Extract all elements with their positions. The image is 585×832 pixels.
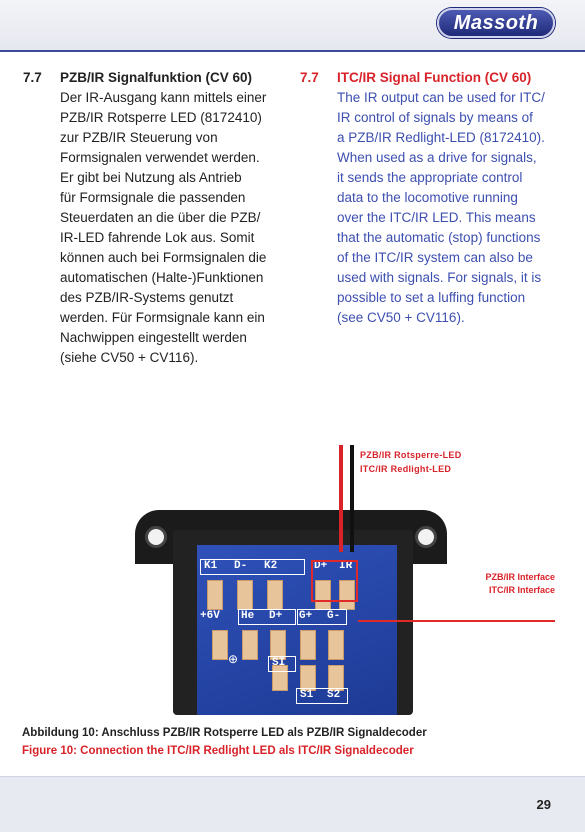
- body-line: When used as a drive for signals,: [337, 150, 537, 165]
- pad: [212, 630, 228, 660]
- body-line: used with signals. For signals, it is: [337, 270, 542, 285]
- figure-caption-en: Figure 10: Connection the ITC/IR Redlight LED als ITC/IR Signaldecoder: [22, 745, 414, 757]
- pad-label-d-plus: D+: [314, 560, 328, 572]
- body-line: Er gibt bei Nutzung als Antrieb: [60, 170, 242, 185]
- interface-label-de: PZB/IR Interface: [485, 572, 555, 582]
- body-line: IR-LED fahrende Lok aus. Somit: [60, 230, 255, 245]
- pad-label-he: He: [241, 610, 255, 622]
- pad: [237, 580, 253, 610]
- figure-caption-de: Abbildung 10: Anschluss PZB/IR Rotsperre LED als PZB/IR Signaldecoder: [22, 727, 427, 739]
- body-line: a PZB/IR Redlight-LED (8172410).: [337, 130, 545, 145]
- body-line: Der IR-Ausgang kann mittels einer: [60, 90, 267, 105]
- legend-rotsperre-led: PZB/IR Rotsperre-LED: [360, 450, 462, 460]
- pad: [267, 580, 283, 610]
- red-wire: [339, 445, 343, 552]
- certification-icon: ⊕: [228, 652, 239, 666]
- pad-label-d-minus: D-: [234, 560, 248, 572]
- interface-label-en: ITC/IR Interface: [488, 585, 555, 595]
- page-number: 29: [536, 797, 551, 812]
- body-line: over the ITC/IR LED. This means: [337, 210, 536, 225]
- pad-label-k1: K1: [204, 560, 218, 572]
- body-line: können auch bei Formsignalen die: [60, 250, 267, 265]
- body-line: zur PZB/IR Steuerung von: [60, 130, 218, 145]
- body-line: für Formsignale die passenden: [60, 190, 246, 205]
- body-line: Formsignalen verwendet werden.: [60, 150, 260, 165]
- section-number: 7.7: [23, 70, 42, 85]
- interface-callout-line: [358, 620, 555, 622]
- pad-label-k2: K2: [264, 560, 278, 572]
- body-line: des PZB/IR-Systems genutzt: [60, 290, 234, 305]
- body-line: IR control of signals by means of: [337, 110, 533, 125]
- pad: [207, 580, 223, 610]
- section-german: [23, 68, 293, 368]
- pad-label-g-minus: G-: [327, 610, 341, 622]
- decoder-figure: [0, 420, 585, 720]
- section-english: [300, 68, 570, 328]
- pad-label-ir: IR: [339, 560, 353, 572]
- pad-label-s1: S1: [300, 689, 314, 701]
- footer-band: [0, 776, 585, 832]
- body-line: (siehe CV50 + CV116).: [60, 350, 199, 365]
- interface-highlight: [311, 560, 358, 602]
- body-line: of the ITC/IR system can also be: [337, 250, 533, 265]
- body-line: automatischen (Halte-)Funktionen: [60, 270, 264, 285]
- pad: [300, 630, 316, 660]
- pad-label-d-plus: D+: [269, 610, 283, 622]
- legend-redlight-led: ITC/IR Redlight-LED: [360, 464, 452, 474]
- pad: [242, 630, 258, 660]
- section-body: [337, 88, 570, 328]
- pad-label-s2: S2: [327, 689, 341, 701]
- section-title: ITC/IR Signal Function (CV 60): [337, 70, 532, 85]
- body-line: Nachwippen eingestellt werden: [60, 330, 247, 345]
- section-body: [60, 88, 293, 368]
- body-line: The IR output can be used for ITC/: [337, 90, 545, 105]
- mounting-hole: [145, 526, 167, 548]
- pad-label-g-plus: G+: [299, 610, 313, 622]
- body-line: that the automatic (stop) functions: [337, 230, 541, 245]
- pad: [328, 630, 344, 660]
- body-line: it sends the appropriate control: [337, 170, 523, 185]
- section-number: 7.7: [300, 70, 319, 85]
- body-line: data to the locomotive running: [337, 190, 518, 205]
- pad-label-si: SI: [272, 657, 286, 669]
- body-line: possible to set a luffing function: [337, 290, 526, 305]
- body-line: PZB/IR Rotsperre LED (8172410): [60, 110, 262, 125]
- mounting-hole: [415, 526, 437, 548]
- massoth-logo: Massoth: [437, 8, 555, 38]
- black-wire: [350, 445, 354, 552]
- body-line: Steuerdaten an die über die PZB/: [60, 210, 261, 225]
- section-title: PZB/IR Signalfunktion (CV 60): [60, 70, 253, 85]
- body-line: werden. Für Formsignale kann ein: [60, 310, 265, 325]
- header-band: [0, 0, 585, 52]
- pad-label-6v: +6V: [200, 610, 220, 622]
- body-line: (see CV50 + CV116).: [337, 310, 465, 325]
